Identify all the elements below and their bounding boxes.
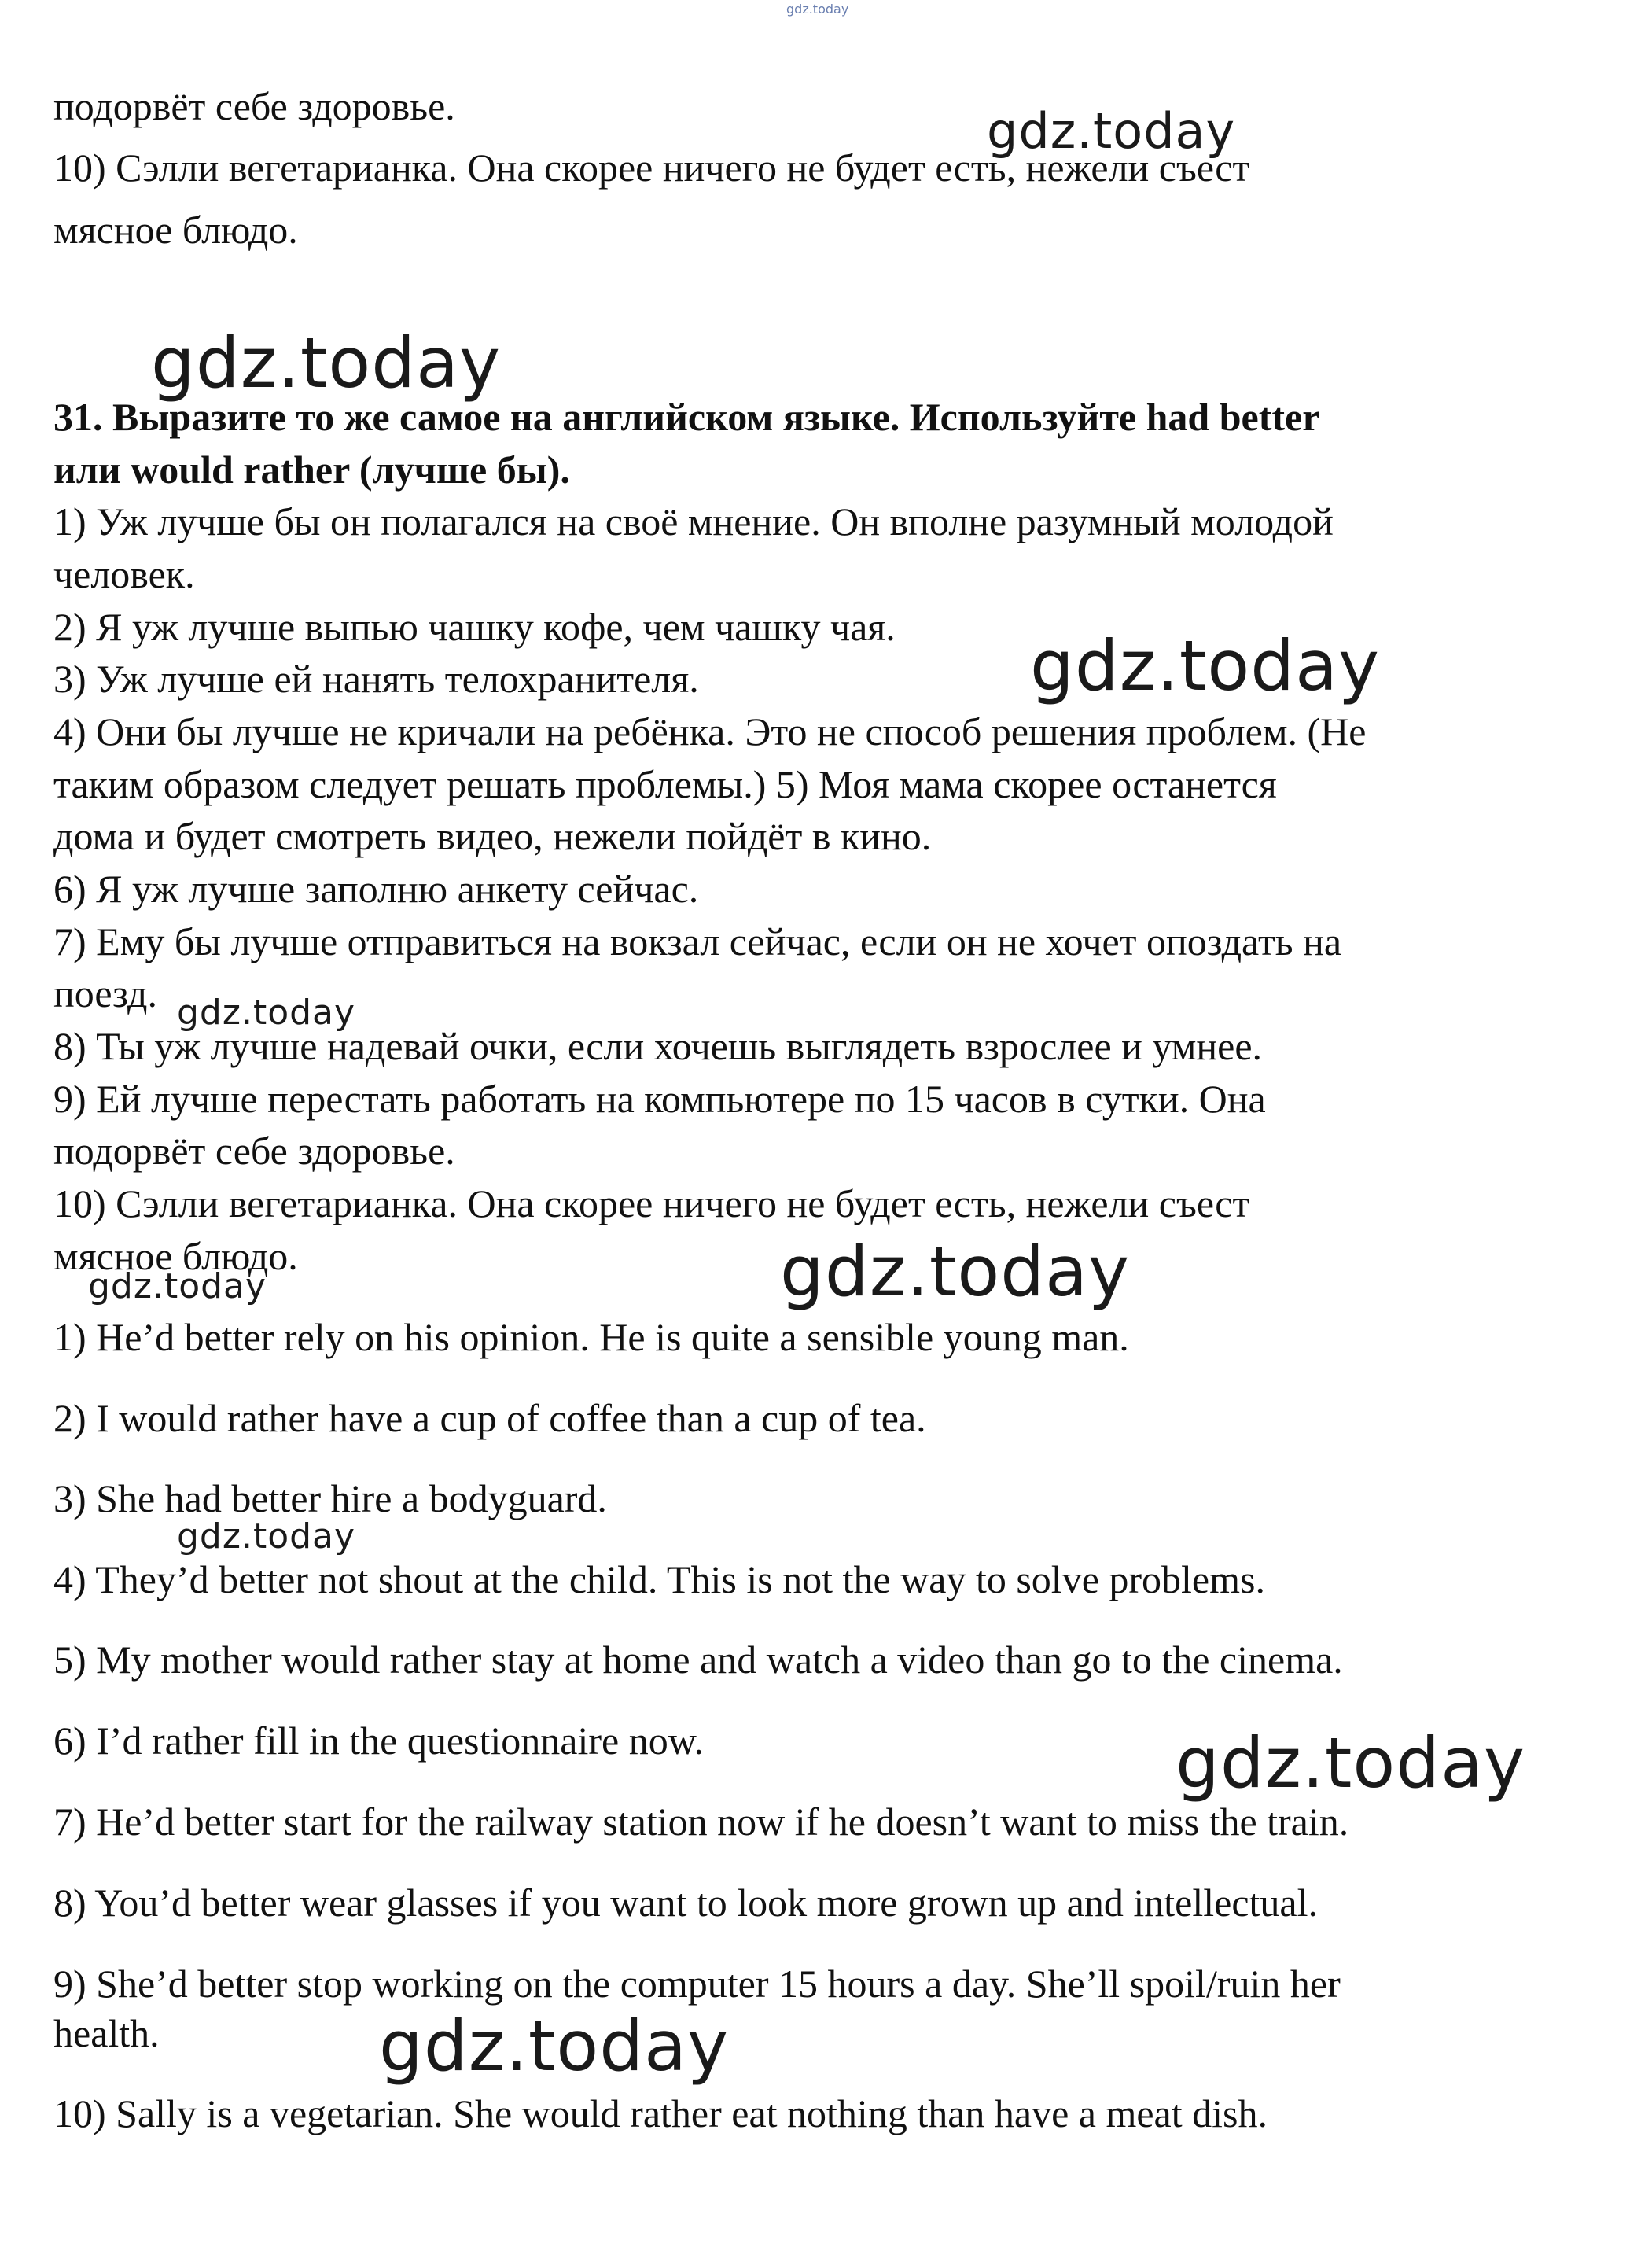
watermark: gdz.today — [780, 1231, 1131, 1312]
english-line: 7) He’d better start for the railway station now if he doesn’t want to miss the train. — [53, 1800, 1349, 1844]
russian-line: подорвёт себе здоровье. — [53, 1129, 455, 1173]
watermark: gdz.today — [987, 102, 1236, 160]
watermark: gdz.today — [88, 1266, 267, 1306]
watermark: gdz.today — [379, 2006, 730, 2087]
russian-line: мясное блюдо. — [53, 1234, 298, 1278]
watermark: gdz.today — [1176, 1722, 1526, 1803]
russian-line: человек. — [53, 552, 195, 596]
watermark: gdz.today — [177, 1516, 356, 1557]
header-watermark: gdz.today — [786, 2, 849, 17]
russian-line: 1) Уж лучше бы он полагался на своё мнение. Он вполне разумный молодой — [53, 499, 1334, 543]
english-line: 3) She had better hire a bodyguard. — [53, 1476, 607, 1520]
english-line: 5) My mother would rather stay at home and watch a video than go to the cinema. — [53, 1638, 1343, 1682]
watermark: gdz.today — [177, 993, 356, 1033]
english-line: 6) I’d rather fill in the questionnaire now. — [53, 1719, 705, 1763]
task-title: 31. Выразите то же самое на английском языке. Используйте had better — [53, 395, 1320, 439]
english-line: 2) I would rather have a cup of coffee than a cup of tea. — [53, 1396, 926, 1440]
russian-line: таким образом следует решать проблемы.) 5) Моя мама скорее останется — [53, 762, 1277, 806]
english-line: health. — [53, 2011, 160, 2055]
russian-line: 10) Сэлли вегетарианка. Она скорее ничего не будет есть, нежели съест — [53, 1181, 1250, 1225]
top-line: мясное блюдо. — [53, 208, 298, 252]
english-line: 1) He’d better rely on his opinion. He is quite a sensible young man. — [53, 1315, 1129, 1359]
russian-line: поезд. — [53, 971, 157, 1015]
top-line: 10) Сэлли вегетарианка. Она скорее ничего не будет есть, нежели съест — [53, 146, 1250, 190]
russian-line: 8) Ты уж лучше надевай очки, если хочешь выглядеть взрослее и умнее. — [53, 1024, 1263, 1068]
english-line: 9) She’d better stop working on the computer 15 hours a day. She’ll spoil/ruin her — [53, 1962, 1341, 2006]
top-line: подорвёт себе здоровье. — [53, 84, 455, 128]
task-title: или would rather (лучше бы). — [53, 448, 570, 492]
english-line: 4) They’d better not shout at the child. This is not the way to solve problems. — [53, 1557, 1265, 1601]
russian-line: дома и будет смотреть видео, нежели пойдёт в кино. — [53, 814, 932, 858]
russian-line: 6) Я уж лучше заполню анкету сейчас. — [53, 867, 699, 911]
watermark: gdz.today — [151, 322, 502, 403]
russian-line: 9) Ей лучше перестать работать на компьютере по 15 часов в сутки. Она — [53, 1077, 1266, 1121]
russian-line: 2) Я уж лучше выпью чашку кофе, чем чашку чая. — [53, 605, 896, 649]
russian-line: 3) Уж лучше ей нанять телохранителя. — [53, 657, 699, 701]
english-line: 8) You’d better wear glasses if you want to look more grown up and intellectual. — [53, 1881, 1318, 1925]
russian-line: 4) Они бы лучше не кричали на ребёнка. Это не способ решения проблем. (Не — [53, 709, 1367, 753]
english-line: 10) Sally is a vegetarian. She would rather eat nothing than have a meat dish. — [53, 2091, 1268, 2135]
watermark: gdz.today — [1030, 625, 1381, 706]
russian-line: 7) Ему бы лучше отправиться на вокзал сейчас, если он не хочет опоздать на — [53, 919, 1342, 963]
